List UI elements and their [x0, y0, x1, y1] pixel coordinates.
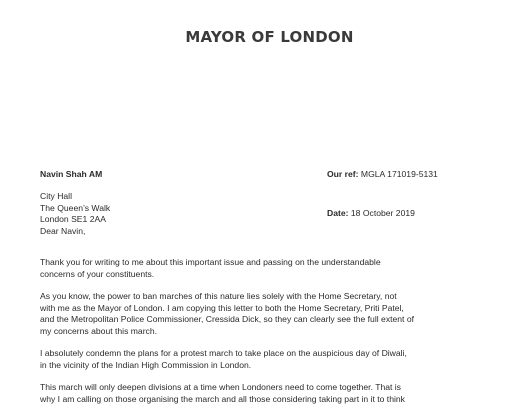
address-line: London SE1 2AA	[40, 214, 106, 225]
paragraph-line: This march will only deepen divisions at a time when Londoners need to come together. That is	[40, 382, 401, 392]
paragraph-line: in the vicinity of the Indian High Commission in London.	[40, 359, 252, 370]
paragraph-line: Thank you for writing to me about this important issue and passing on the understandable	[40, 257, 381, 267]
paragraph-line: As you know, the power to ban marches of this nature lies solely with the Home Secretary, not	[40, 291, 397, 301]
address-line: City Hall	[40, 191, 72, 201]
reference-line	[327, 169, 438, 180]
reference-value: MGLA 171019-5131	[360, 169, 438, 179]
salutation: Dear Navin,	[40, 225, 86, 236]
date-line	[327, 208, 415, 219]
recipient-name: Navin Shah AM	[40, 169, 103, 179]
date-label: Date:	[327, 208, 349, 218]
paragraph-line: and the Metropolitan Police Commissioner, Cressida Dick, so they can clearly see the full extent of	[40, 314, 415, 325]
recipient-address	[40, 191, 110, 237]
paragraph	[40, 257, 480, 280]
paragraph-line: concerns of your constituents.	[40, 268, 155, 279]
paragraph-line: my concerns about this march.	[40, 326, 158, 337]
paragraph-line: with me as the Mayor of London. I am copying this letter to both the Home Secretary, Priti Patel,	[40, 302, 404, 313]
paragraph	[40, 348, 480, 371]
date-value: 18 October 2019	[350, 208, 415, 218]
paragraph	[40, 291, 480, 338]
paragraph-line: why I am calling on those organising the march and all those considering taking part in it to think	[40, 393, 405, 404]
paragraph	[40, 382, 480, 405]
address-line: The Queen’s Walk	[40, 202, 111, 213]
letterhead: MAYOR OF LONDON	[185, 28, 354, 46]
paragraph-line: I absolutely condemn the plans for a protest march to take place on the auspicious day of Diwali,	[40, 348, 407, 358]
reference-label: Our ref:	[327, 169, 359, 179]
